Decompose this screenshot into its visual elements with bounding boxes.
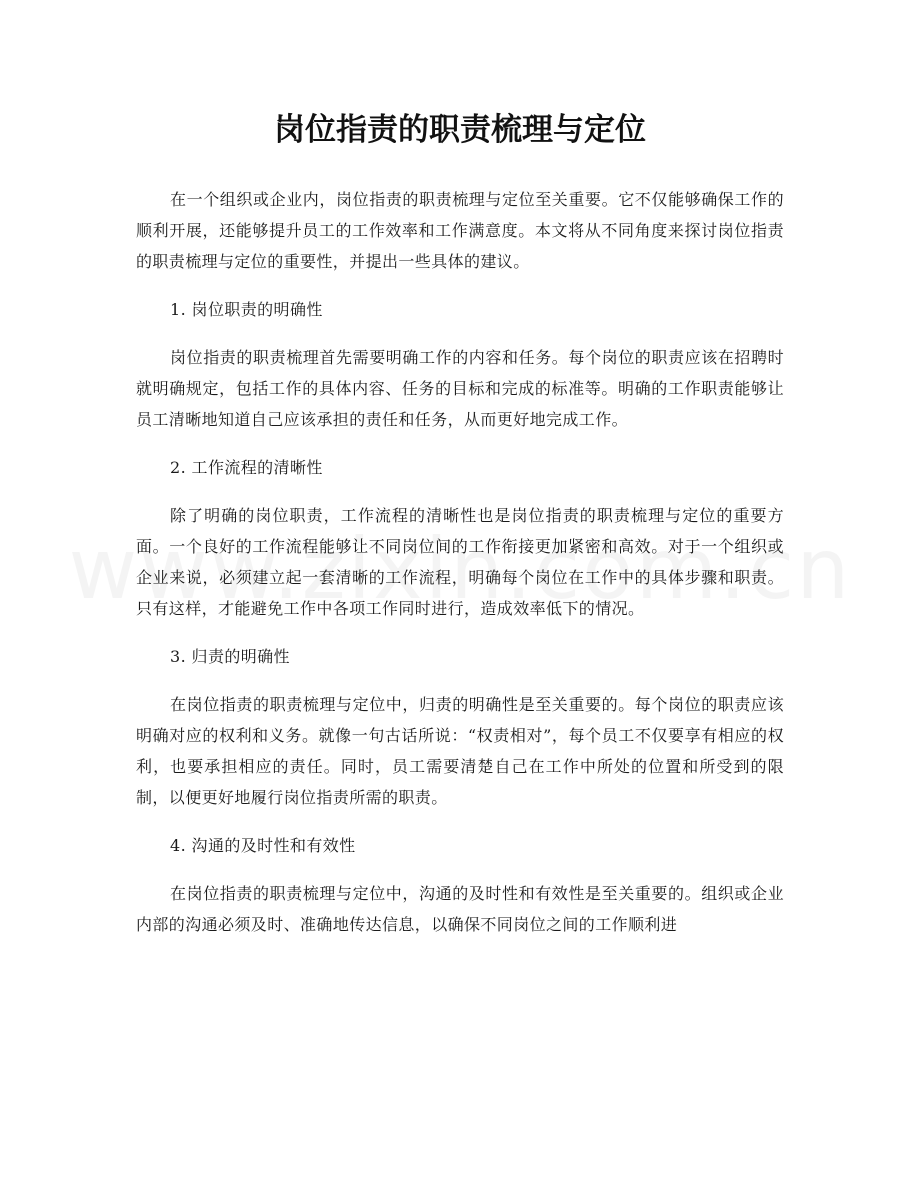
section-heading-1: 1. 岗位职责的明确性 xyxy=(170,300,323,319)
section-paragraph-1: 岗位指责的职责梳理首先需要明确工作的内容和任务。每个岗位的职责应该在招聘时就明确规定，包括工作的具体内容、任务的目标和完成的标准等。明确的工作职责能够让员工清晰地知道自己应该承担的责任和任务，从而更好地完成工作。 xyxy=(136,348,784,429)
document-title: 岗位指责的职责梳理与定位 xyxy=(274,112,646,148)
section-paragraph-2: 除了明确的岗位职责，工作流程的清晰性也是岗位指责的职责梳理与定位的重要方面。一个良好的工作流程能够让不同岗位间的工作衔接更加紧密和高效。对于一个组织或企业来说，必须建立起一套清晰的工作流程，明确每个岗位在工作中的具体步骤和职责。只有这样，才能避免工作中各项工作同时进行，造成效率低下的情况。 xyxy=(136,506,784,618)
intro-paragraph: 在一个组织或企业内，岗位指责的职责梳理与定位至关重要。它不仅能够确保工作的顺利开展，还能够提升员工的工作效率和工作满意度。本文将从不同角度来探讨岗位指责的职责梳理与定位的重要性，并提出一些具体的建议。 xyxy=(136,190,784,271)
section-heading-2: 2. 工作流程的清晰性 xyxy=(170,458,323,477)
section-heading-3: 3. 归责的明确性 xyxy=(170,647,290,666)
section-heading-4: 4. 沟通的及时性和有效性 xyxy=(170,836,356,855)
section-paragraph-3: 在岗位指责的职责梳理与定位中，归责的明确性是至关重要的。每个岗位的职责应该明确对应的权利和义务。就像一句古话所说：“权责相对”，每个员工不仅要享有相应的权利，也要承担相应的责任。同时，员工需要清楚自己在工作中所处的位置和所受到的限制，以便更好地履行岗位指责所需的职责。 xyxy=(136,695,784,807)
section-paragraph-4: 在岗位指责的职责梳理与定位中，沟通的及时性和有效性是至关重要的。组织或企业内部的沟通必须及时、准确地传达信息，以确保不同岗位之间的工作顺利进 xyxy=(136,884,784,934)
document-body xyxy=(136,184,784,957)
